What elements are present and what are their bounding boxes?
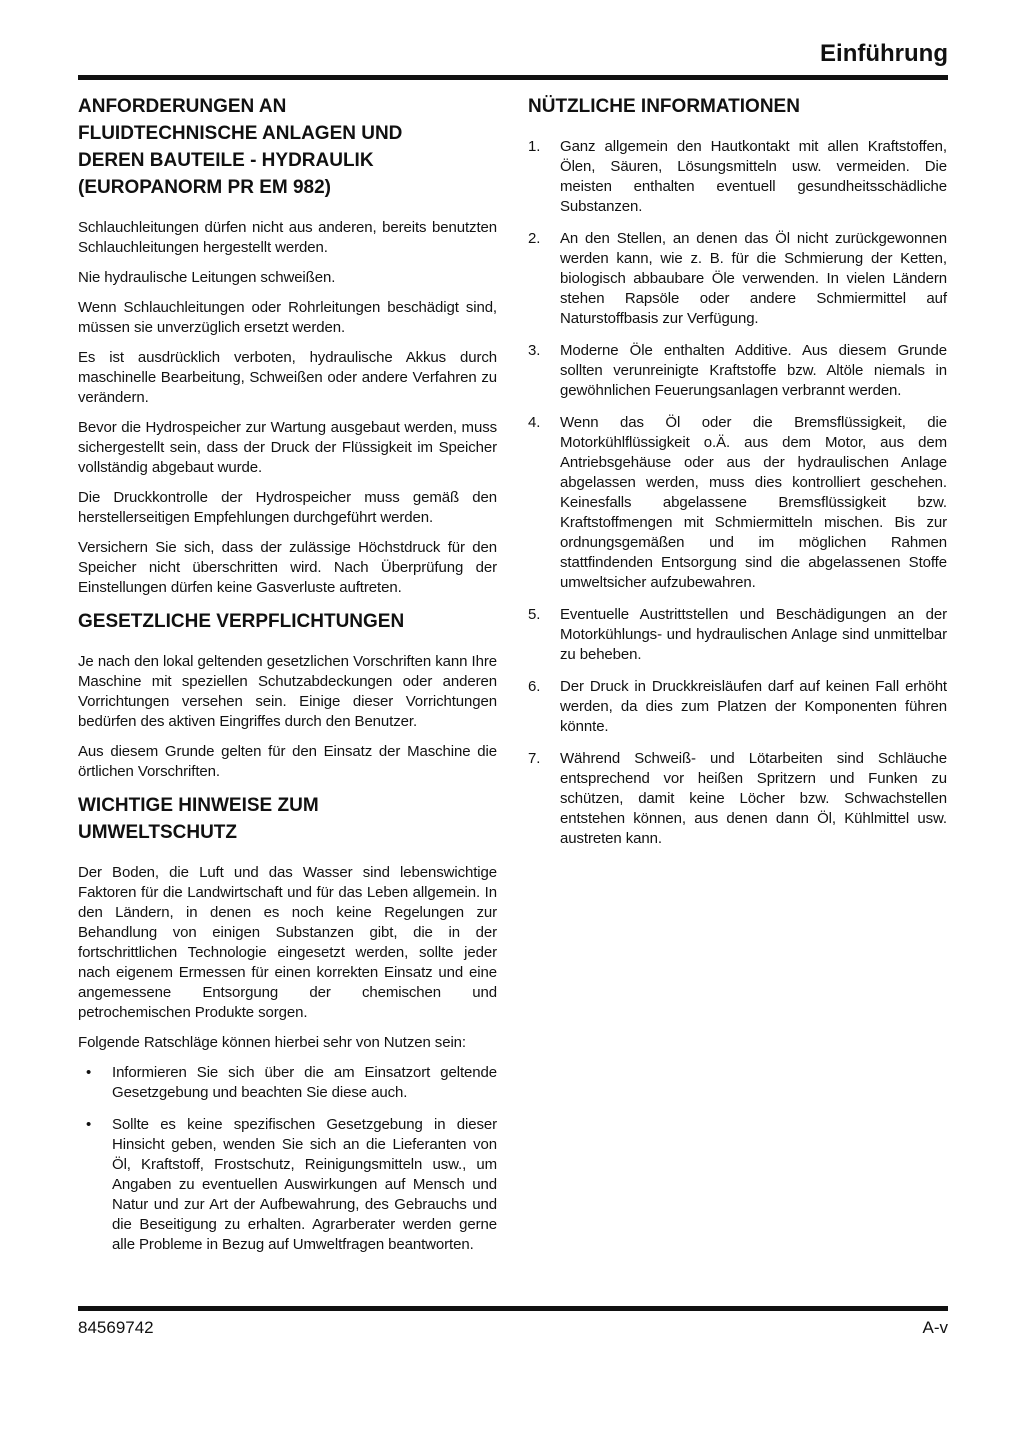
paragraph: Der Boden, die Luft und das Wasser sind lebenswichtige Faktoren für die Landwirtschaft und für das Leben allgemein. In den Ländern, in denen es noch keine Regelungen zur Behandlung von einigen Substanzen gibt, die in der fortschrittlichen Technologie eingesetzt werden, sollte jeder nach eigenem Ermessen für einen korrekten Einsatz und eine angemessene Entsorgung der chemischen und petrochemischen Produkte sorgen.	[78, 864, 497, 1021]
item-number: 3.	[528, 342, 541, 359]
numbered-list-item	[528, 677, 947, 737]
numbered-list-item	[528, 605, 947, 665]
numbered-list-item	[528, 413, 947, 593]
paragraph: Je nach den lokal geltenden gesetzlichen Vorschriften kann Ihre Maschine mit speziellen Schutzabdeckungen oder anderen Vorrichtungen versehen sein. Einige dieser Vorrichtungen bedürfen des aktiven Eingriffes durch den Benutzer.	[78, 653, 497, 730]
bullet-text: Sollte es keine spezifischen Gesetzgebung in dieser Hinsicht geben, wenden Sie sich an die Lieferanten von Öl, Kraftstoff, Frostschutz, Reinigungsmitteln usw., um Angaben zu eventuellen Auswirkungen auf Mensch und Natur und zur Art der Aufbewahrung, des Gebrauchs und die Beseitigung zu erhalten. Agrarberater werden gerne alle Probleme in Bezug auf Umweltfragen beantworten.	[112, 1116, 497, 1253]
paragraph: Wenn Schlauchleitungen oder Rohrleitungen beschädigt sind, müssen sie unverzüglich ersetzt werden.	[78, 299, 497, 336]
numbered-list-item	[528, 341, 947, 401]
section-heading	[528, 93, 947, 120]
section-fluid-requirements	[78, 93, 497, 598]
bullet-text: Informieren Sie sich über die am Einsatzort geltende Gesetzgebung und beachten Sie diese auch.	[112, 1064, 497, 1101]
numbered-list-item	[528, 137, 947, 217]
heading-line: UMWELTSCHUTZ	[78, 822, 238, 843]
item-number: 2.	[528, 230, 541, 247]
paragraph: Schlauchleitungen dürfen nicht aus anderen, bereits benutzten Schlauchleitungen hergestellt werden.	[78, 219, 497, 256]
item-text: Ganz allgemein den Hautkontakt mit allen Kraftstoffen, Ölen, Säuren, Lösungsmitteln usw. vermeiden. Die meisten enthalten eventuell gesundheitsschädliche Substanzen.	[560, 138, 947, 215]
heading-line: FLUIDTECHNISCHE ANLAGEN UND	[78, 123, 403, 144]
paragraph: Es ist ausdrücklich verboten, hydraulische Akkus durch maschinelle Bearbeitung, Schweißen oder andere Verfahren zu verändern.	[78, 349, 497, 406]
right-column	[528, 93, 947, 1267]
paragraph: Versichern Sie sich, dass der zulässige Höchstdruck für den Speicher nicht überschritten wird. Nach Überprüfung der Einstellungen dürfen keine Gasverluste auftreten.	[78, 539, 497, 596]
footer-page-number: A-v	[922, 1318, 948, 1337]
bullet-icon: •	[86, 1064, 92, 1081]
two-column-layout	[78, 93, 948, 1267]
paragraph: Aus diesem Grunde gelten für den Einsatz der Maschine die örtlichen Vorschriften.	[78, 743, 497, 780]
section-legal-obligations	[78, 608, 497, 782]
item-text: Moderne Öle enthalten Additive. Aus diesem Grunde sollten verunreinigte Kraftstoffe bzw. Altöle niemals in gewöhnlichen Feuerungsanlagen verbrannt werden.	[560, 342, 947, 399]
footer-doc-number: 84569742	[78, 1318, 154, 1337]
item-number: 7.	[528, 750, 541, 767]
heading-line: WICHTIGE HINWEISE ZUM	[78, 795, 319, 816]
numbered-list-item	[528, 749, 947, 849]
section-heading	[78, 792, 497, 846]
item-text: Eventuelle Austrittstellen und Beschädigungen an der Motorkühlungs- und hydraulischen Anlage sind unmittelbar zu beheben.	[560, 606, 947, 663]
section-heading	[78, 93, 497, 201]
section-useful-information	[528, 93, 947, 849]
page-content	[78, 40, 948, 1267]
item-text: An den Stellen, an denen das Öl nicht zurückgewonnen werden kann, wie z. B. für die Schmierung der Ketten, biologisch abbaubare Öle verwenden. In vielen Ländern stehen Rapsöle oder andere Schmiermittel auf Naturstoffbasis zur Verfügung.	[560, 230, 947, 327]
heading-line: DEREN BAUTEILE - HYDRAULIK	[78, 150, 374, 171]
numbered-list-item	[528, 229, 947, 329]
section-environment-notes	[78, 792, 497, 1255]
paragraph: Bevor die Hydrospeicher zur Wartung ausgebaut werden, muss sichergestellt sein, dass der Druck der Flüssigkeit im Speicher vollständig abgebaut wurde.	[78, 419, 497, 476]
paragraph: Nie hydraulische Leitungen schweißen.	[78, 269, 336, 286]
item-number: 5.	[528, 606, 541, 623]
paragraph: Die Druckkontrolle der Hydrospeicher muss gemäß den herstellerseitigen Empfehlungen durchgeführt werden.	[78, 489, 497, 526]
item-number: 1.	[528, 138, 541, 155]
item-text: Der Druck in Druckkreisläufen darf auf keinen Fall erhöht werden, da dies zum Platzen der Komponenten führen könnte.	[560, 678, 947, 735]
heading-line: (EUROPANORM PR EM 982)	[78, 177, 332, 198]
heading-line: NÜTZLICHE INFORMATIONEN	[528, 96, 800, 117]
item-number: 4.	[528, 414, 541, 431]
page-footer	[78, 1306, 948, 1338]
heading-line: ANFORDERUNGEN AN	[78, 96, 287, 117]
section-heading	[78, 608, 497, 635]
item-text: Während Schweiß- und Lötarbeiten sind Schläuche entsprechend vor heißen Spritzern und Funken zu schützen, damit keine Löcher bzw. Schwachstellen entstehen können, aus denen dann Öl, Kühlmittel usw. austreten kann.	[560, 750, 947, 847]
item-number: 6.	[528, 678, 541, 695]
item-text: Wenn das Öl oder die Bremsflüssigkeit, die Motorkühlflüssigkeit o.Ä. aus dem Motor, aus dem Antriebsgehäuse oder aus der hydraulischen Anlage abgelassen werden, muss dies kontrolliert geschehen. Keinesfalls abgelassene Bremsflüssigkeit bzw. Kraftstoffmengen mit Schmiermitteln mischen. Bis zur ordnungsgemäßen und im möglichen Rahmen stattfindenden Entsorgung sind die abgelassenen Stoffe umweltsicher aufzubewahren.	[560, 414, 947, 591]
paragraph: Folgende Ratschläge können hierbei sehr von Nutzen sein:	[78, 1034, 466, 1051]
bullet-list-item	[78, 1063, 497, 1103]
left-column	[78, 93, 497, 1267]
bullet-list-item	[78, 1115, 497, 1255]
heading-line: GESETZLICHE VERPFLICHTUNGEN	[78, 611, 405, 632]
page-title: Einführung	[78, 40, 948, 80]
bullet-icon: •	[86, 1116, 92, 1133]
